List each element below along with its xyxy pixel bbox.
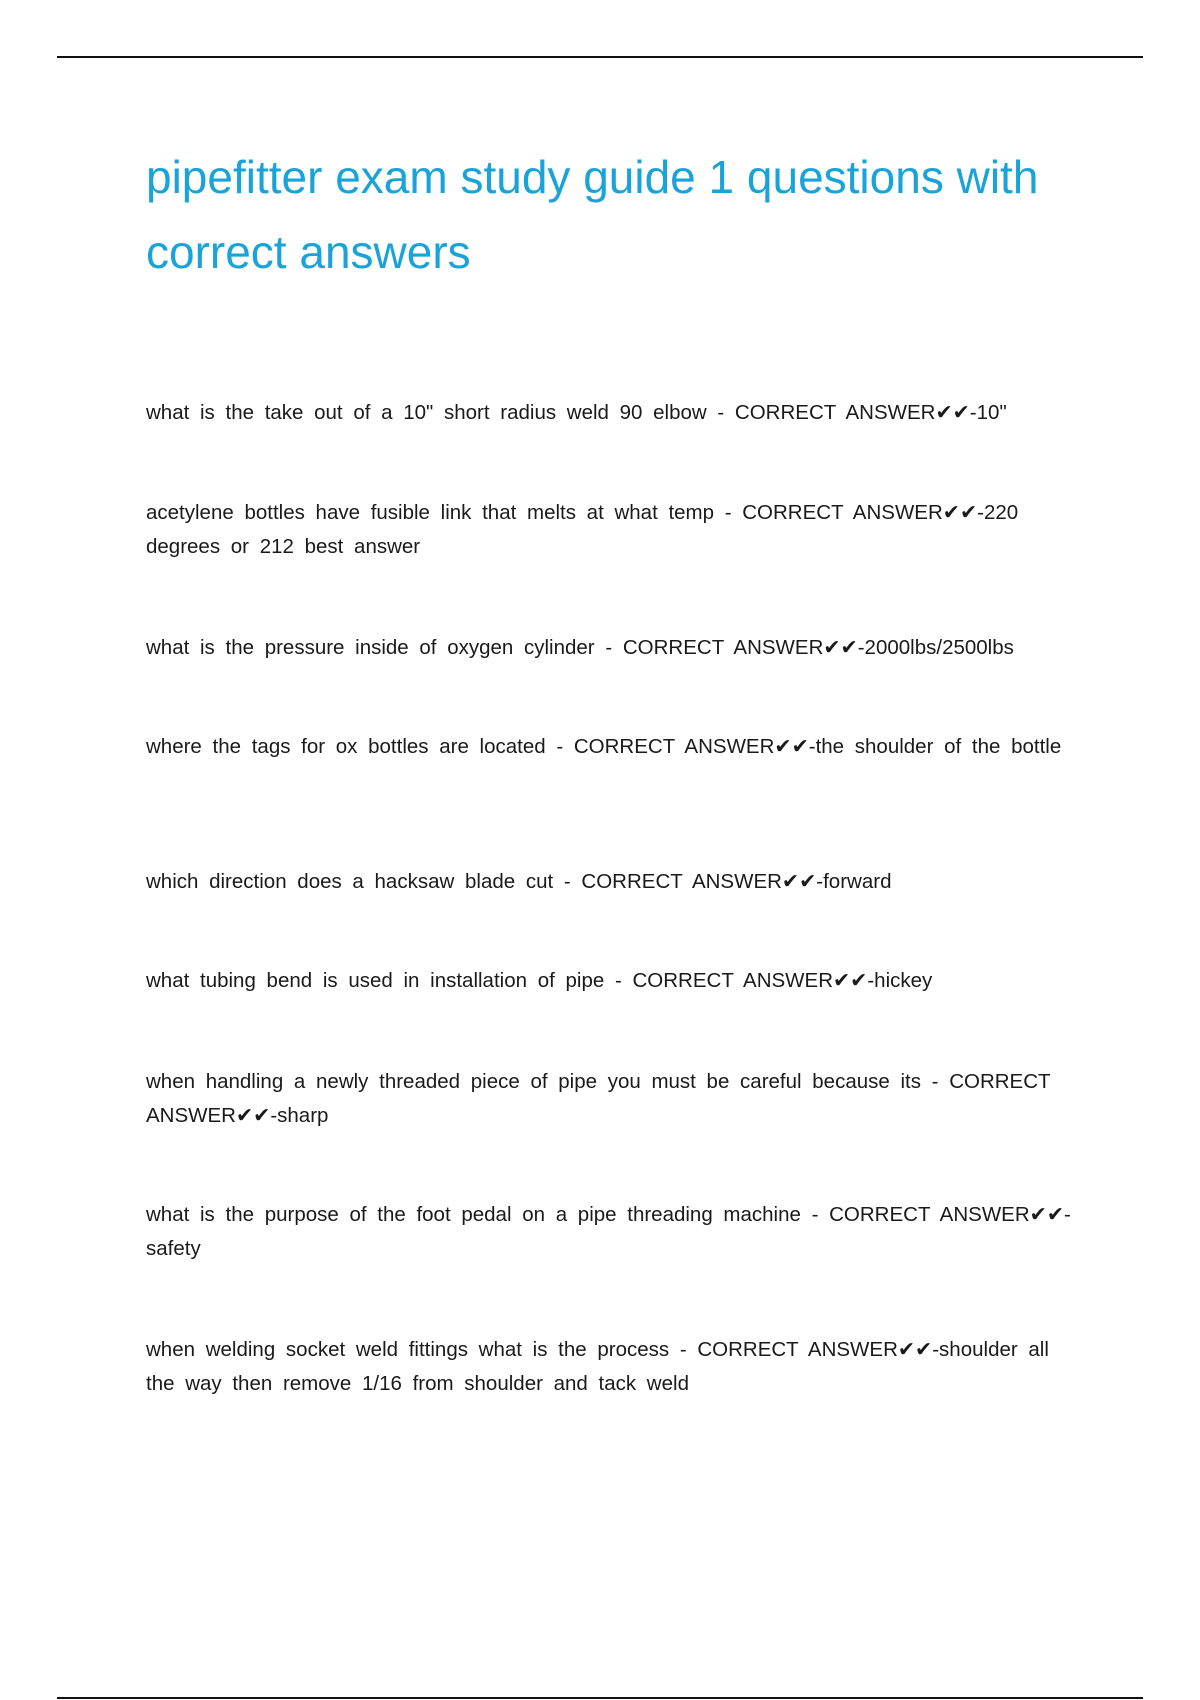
- qa-item: when welding socket weld fittings what is the process - CORRECT ANSWER✔✔-shoulder all the way then remove 1/16 from shoulder and tack weld: [146, 1338, 1049, 1395]
- document-title: pipefitter exam study guide 1 questions with correct answers: [146, 151, 1039, 278]
- qa-item: what is the purpose of the foot pedal on a pipe threading machine - CORRECT ANSWER✔✔-safety: [146, 1203, 1071, 1260]
- qa-item: where the tags for ox bottles are located - CORRECT ANSWER✔✔-the shoulder of the bottle: [146, 735, 1062, 758]
- qa-item: acetylene bottles have fusible link that melts at what temp - CORRECT ANSWER✔✔-220 degrees or 212 best answer: [146, 501, 1019, 558]
- qa-item: what is the take out of a 10" short radius weld 90 elbow - CORRECT ANSWER✔✔-10": [146, 401, 1007, 424]
- qa-item: what tubing bend is used in installation of pipe - CORRECT ANSWER✔✔-hickey: [146, 969, 933, 992]
- qa-item: what is the pressure inside of oxygen cylinder - CORRECT ANSWER✔✔-2000lbs/2500lbs: [146, 636, 1014, 659]
- bottom-rule: [57, 1697, 1143, 1699]
- top-rule: [57, 56, 1143, 58]
- qa-item: when handling a newly threaded piece of pipe you must be careful because its - CORRECT ANSWER✔✔-sharp: [146, 1070, 1051, 1127]
- qa-item: which direction does a hacksaw blade cut - CORRECT ANSWER✔✔-forward: [146, 870, 892, 893]
